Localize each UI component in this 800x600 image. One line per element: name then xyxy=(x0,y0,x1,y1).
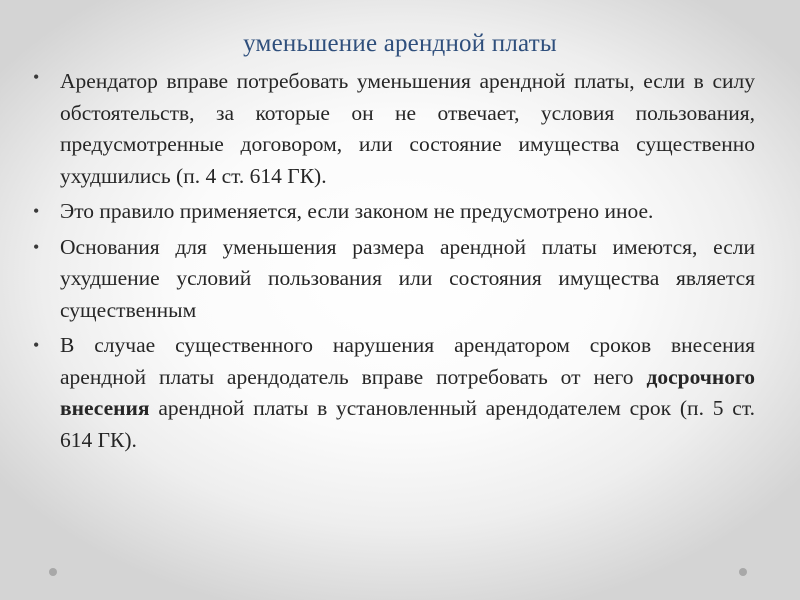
bullet-item xyxy=(33,196,755,228)
decorative-dot-right xyxy=(739,568,747,576)
bullet-marker: • xyxy=(33,201,40,221)
bullet-marker: • xyxy=(33,335,40,355)
bullet-list xyxy=(33,66,755,460)
bullet-marker: • xyxy=(33,236,40,257)
bullet-item xyxy=(33,232,755,327)
bullet-text: Это правило применяется, если законом не предусмотрено иное. xyxy=(60,199,654,223)
bullet-text-before: В случае существенного нарушения арендатором сроков внесения арендной платы арендодатель вправе потребовать от него xyxy=(60,333,755,389)
bullet-marker: • xyxy=(33,67,40,87)
slide-title: уменьшение арендной платы xyxy=(243,30,557,57)
bullet-item xyxy=(33,330,755,456)
bullet-text: Арендатор вправе потребовать уменьшения арендной платы, если в силу обстоятельств, за которые он не отвечает, условия пользования, предусмотренные договором, или состояние имущества существенно ухудшились (п. 4 ст. 614 ГК). xyxy=(60,69,755,188)
decorative-dot-left xyxy=(49,568,57,576)
bullet-item xyxy=(33,66,755,192)
bullet-text-after: арендной платы в установленный арендодателем срок (п. 5 ст. 614 ГК). xyxy=(60,396,755,452)
bullet-text: Основания для уменьшения размера арендной платы имеются, если ухудшение условий пользования или состояния имущества является существенным xyxy=(60,234,755,322)
bullet-text xyxy=(60,333,755,452)
bullet-text-bold: досрочного внесения xyxy=(60,364,755,420)
